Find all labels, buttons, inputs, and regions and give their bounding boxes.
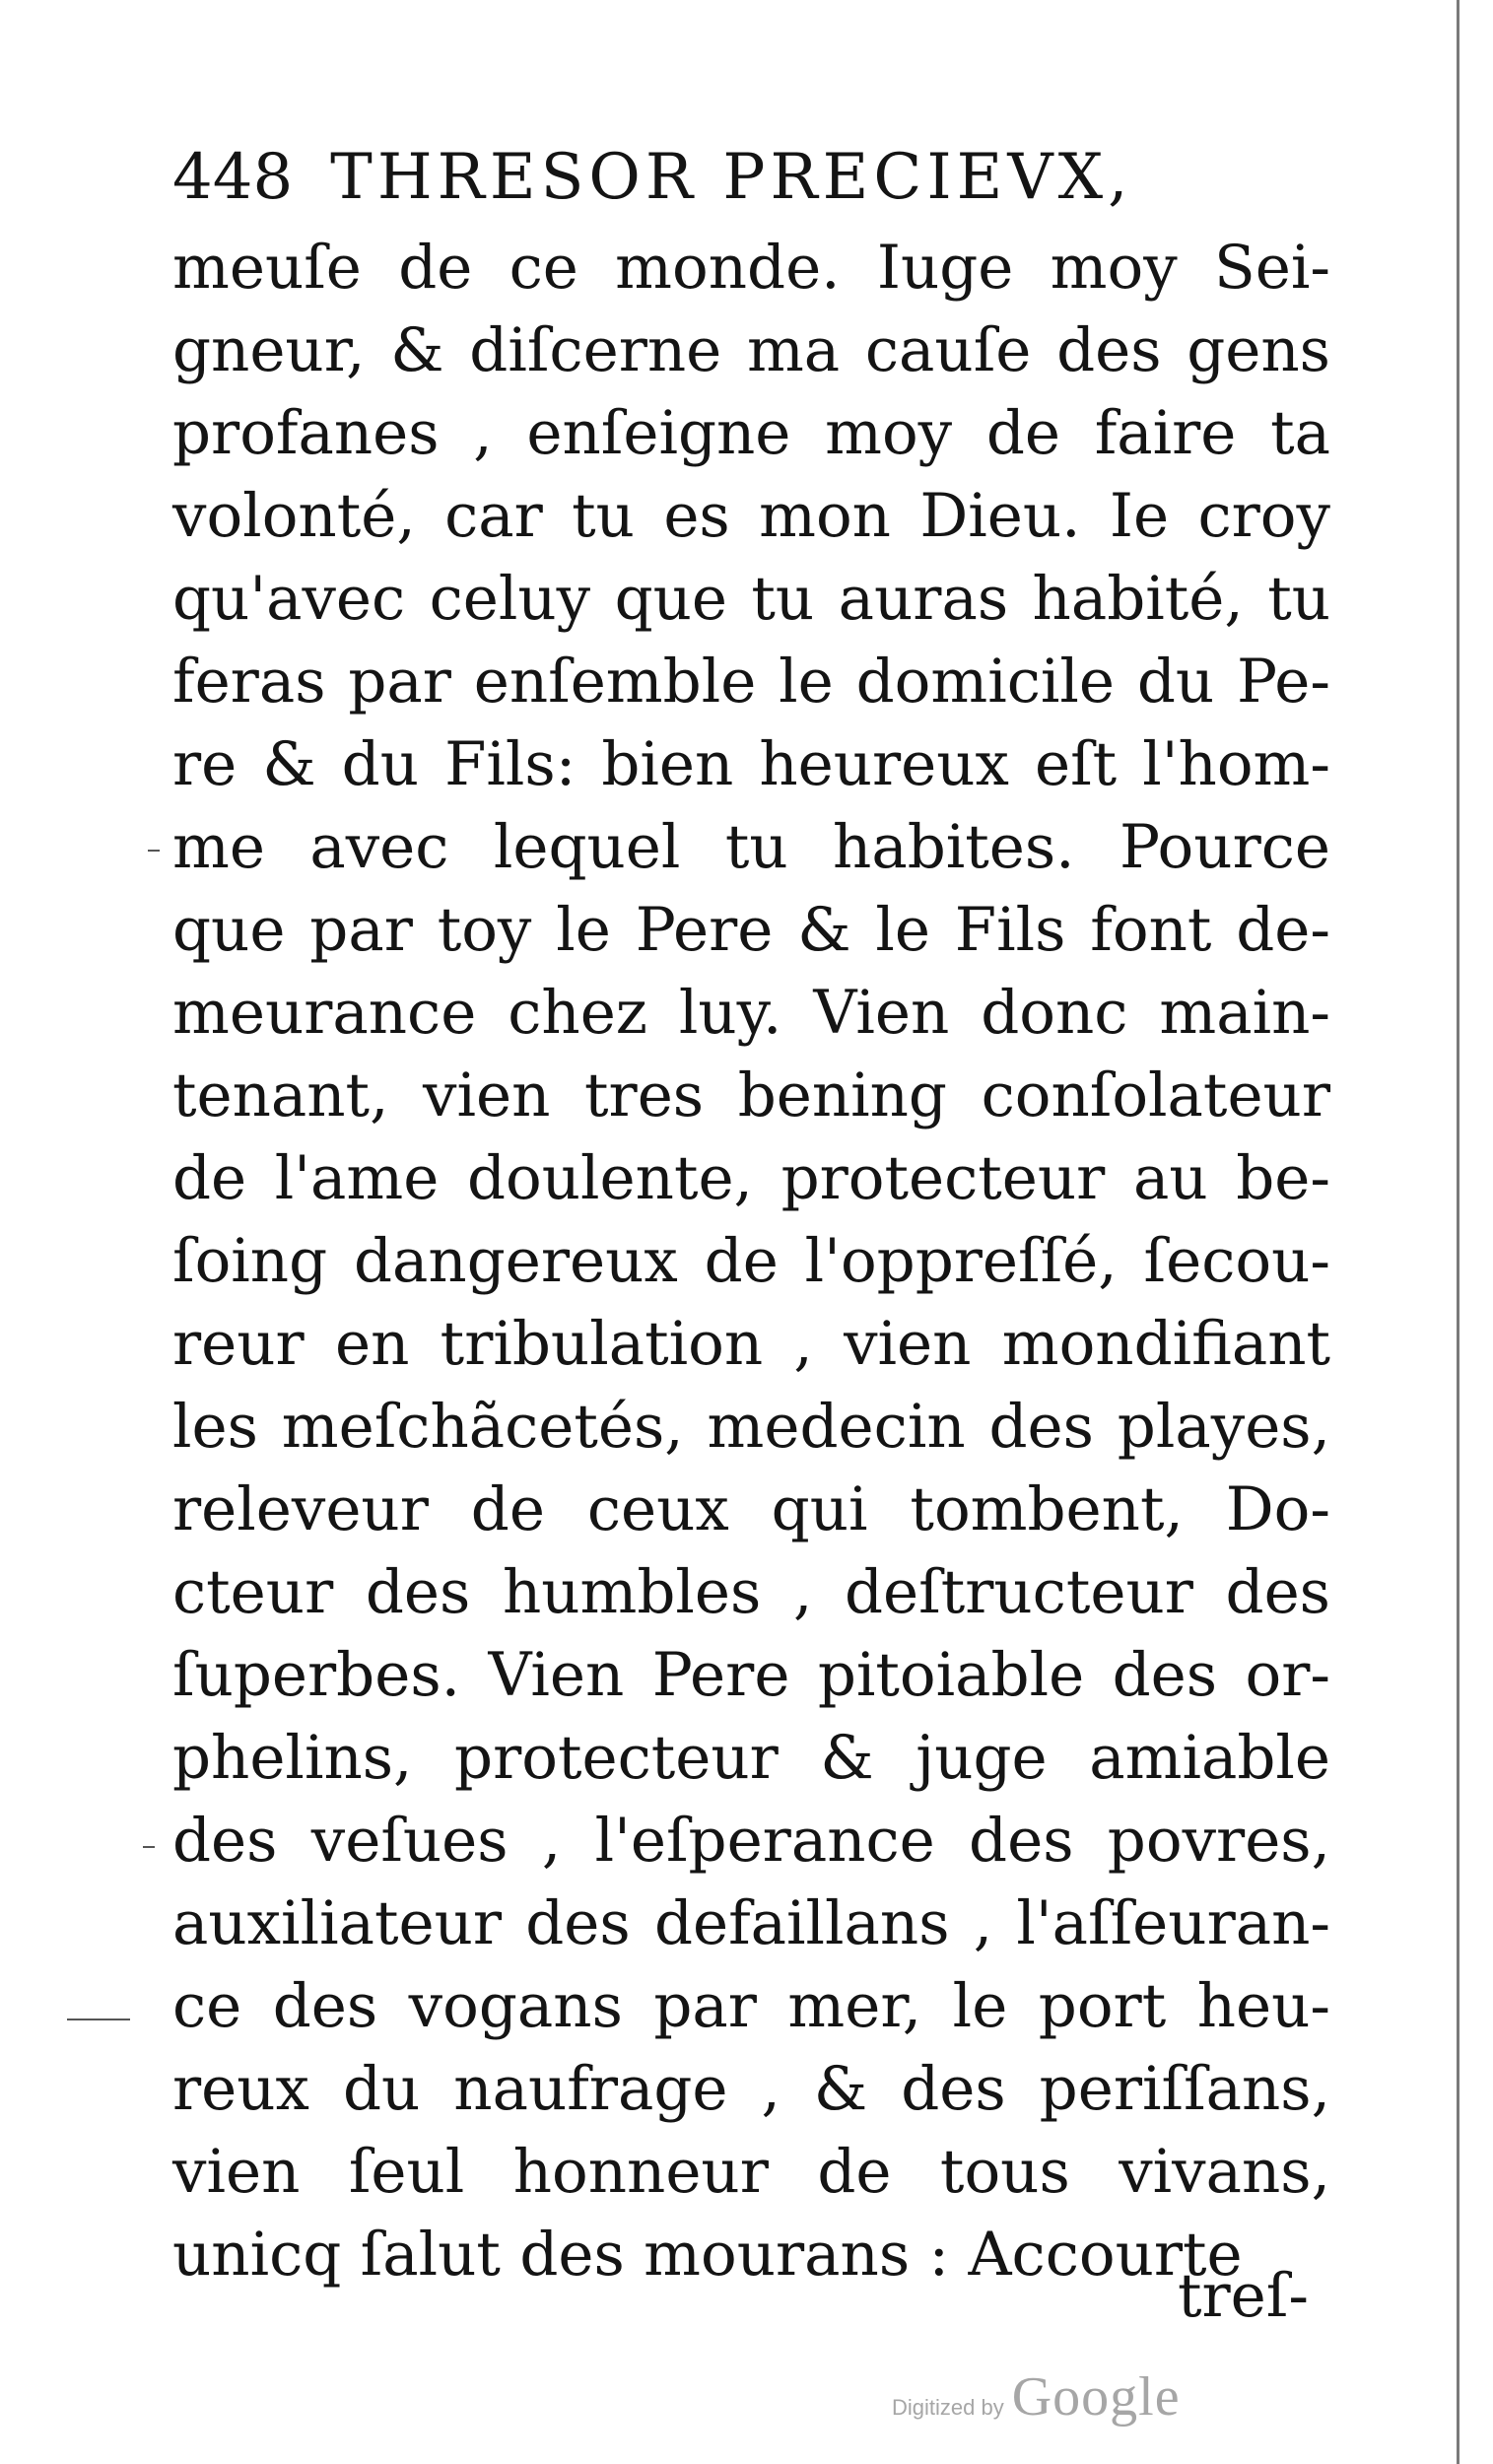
- text-line: meuſe de ce monde. Iuge moy Sei-: [172, 233, 1330, 303]
- text-line: feras par enſemble le domicile du Pe-: [172, 647, 1330, 717]
- text-line: qu'avec celuy que tu auras habité, tu: [172, 564, 1330, 634]
- margin-mark: [67, 2019, 130, 2020]
- text-line: reur en tribulation , vien mondifiant: [172, 1309, 1330, 1379]
- text-line: des veſues , l'eſperance des povres,: [172, 1806, 1330, 1876]
- body-text: [172, 227, 1330, 2296]
- text-line: tenant, vien tres bening conſolateur: [172, 1061, 1330, 1130]
- text-line: ce des vogans par mer, le port heu-: [172, 1971, 1330, 2041]
- text-line: meurance chez luy. Vien donc main-: [172, 978, 1330, 1048]
- text-line: ſoing dangereux de l'oppreſſé, ſecou-: [172, 1226, 1330, 1296]
- text-line: cteur des humbles , deſtructeur des: [172, 1557, 1330, 1627]
- text-line: unicq ſalut des mourans : Accourte: [172, 2220, 1243, 2290]
- margin-mark: [148, 850, 160, 852]
- text-line: volonté, car tu es mon Dieu. Ie croy: [172, 481, 1330, 551]
- running-title: THRESOR PRECIEVX,: [330, 141, 1133, 214]
- google-logo: Google: [1011, 2366, 1181, 2428]
- text-line: les meſchãcetés, medecin des playes,: [172, 1392, 1330, 1462]
- digitized-by-google-watermark: [892, 2365, 1181, 2429]
- text-line: vien ſeul honneur de tous vivans,: [172, 2137, 1330, 2207]
- text-line: re & du Fils: bien heureux eſt l'hom-: [172, 729, 1330, 799]
- text-line: que par toy le Pere & le Fils font de-: [172, 895, 1330, 965]
- text-line: me avec lequel tu habites. Pource: [172, 812, 1330, 882]
- page-fold-line: [1457, 0, 1459, 2464]
- text-line: releveur de ceux qui tombent, Do-: [172, 1474, 1330, 1544]
- text-line: gneur, & diſcerne ma cauſe des gens: [172, 315, 1330, 385]
- text-line: profanes , enſeigne moy de faire ta: [172, 398, 1330, 468]
- text-line: ſuperbes. Vien Pere pitoiable des or-: [172, 1640, 1330, 1710]
- text-line: phelins, protecteur & juge amiable: [172, 1723, 1330, 1793]
- text-line: de l'ame doulente, protecteur au be-: [172, 1143, 1330, 1213]
- watermark-prefix: Digitized by: [892, 2395, 1004, 2420]
- margin-mark: [143, 1846, 155, 1848]
- text-line: auxiliateur des defaillans , l'aſſeuran-: [172, 1888, 1330, 1958]
- page-header: [172, 138, 1316, 217]
- text-line: reux du naufrage , & des periſſans,: [172, 2054, 1330, 2124]
- catchword: treſ-: [1178, 2261, 1309, 2331]
- page-number: 448: [172, 141, 294, 214]
